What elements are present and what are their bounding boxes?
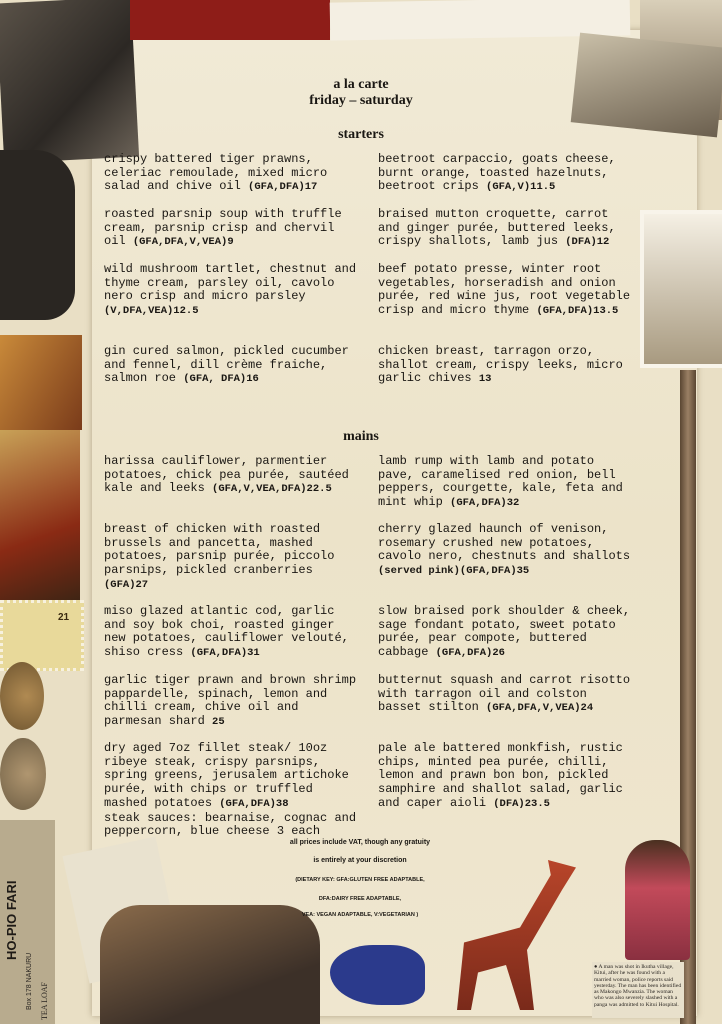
menu-title: a la carte (333, 77, 389, 92)
left-mask-photo (0, 335, 82, 430)
top-red-paint-smear (130, 0, 330, 40)
right-warrior-photo (640, 210, 722, 368)
box-address-text: Box 178 NAKURU (26, 952, 33, 1010)
main-item: butternut squash and carrot risotto with tarragon oil and colston basset stilton (GFA,DFA,V,VEA)24 (378, 673, 631, 715)
main-item: cherry glazed haunch of venison, rosemary crushed new potatoes, cavolo nero, chestnuts and shallots (served pink)(GFA,DFA)35 (378, 522, 631, 578)
starter-item: roasted parsnip soup with truffle cream, parsnip crisp and chervil oil (GFA,DFA,V,VEA)9 (104, 207, 342, 249)
footer-dietary-key-2: DFA:DAIRY FREE ADAPTABLE, (318, 896, 402, 902)
main-item: miso glazed atlantic cod, garlic and soy bok choi, roasted ginger new potatoes, cauliflower velouté, shiso cress (GFA,DFA)31 (104, 604, 349, 660)
main-item: garlic tiger prawn and brown shrimp pappardelle, spinach, lemon and chilli cream, chive oil and parmesan shard 25 (104, 673, 357, 729)
starter-item: chicken breast, tarragon orzo, shallot cream, crispy leeks, micro garlic chives 13 (378, 344, 623, 386)
sign-left-text: HO-PIO FARI (4, 880, 19, 960)
main-item: pale ale battered monkfish, rustic chips, minted pea purée, chilli, lemon and prawn bon bon, pickled samphire and shallot salad, garlic and caper aioli (DFA)23.5 (378, 741, 623, 810)
footer-gratuity-note: is entirely at your discretion (313, 857, 407, 864)
main-item: slow braised pork shoulder & cheek, sage fondant potato, sweet potato purée, pear compote, buttered cabbage (GFA,DFA)26 (378, 604, 631, 660)
footer-dietary-key-3: VEA: VEGAN ADAPTABLE, V:VEGETARIAN ) (301, 912, 419, 918)
left-maasai-photo (0, 430, 80, 605)
main-item: harissa cauliflower, parmentier potatoes, chick pea purée, sautéed kale and leeks (GFA,V,VEA,DFA)22.5 (104, 454, 349, 496)
bottom-person-drawing (625, 840, 690, 960)
starter-item: beef potato presse, winter root vegetables, horseradish and onion purée, red wine jus, root vegetable crisp and micro thyme (GFA,DFA)13.5 (378, 262, 631, 318)
main-item: dry aged 7oz fillet steak/ 10oz ribeye steak, crispy parsnips, spring greens, jerusalem artichoke purée, with chips or truffled mashed potatoes (GFA,DFA)38 steak sauces: bearnaise, cognac and peppercorn, blue cheese 3 each (104, 741, 357, 839)
coin-bottom (0, 738, 46, 810)
bottom-man-photo (100, 905, 320, 1024)
footer-dietary-key-1: (DIETARY KEY: GFA:GLUTEN FREE ADAPTABLE, (295, 877, 425, 883)
main-item: breast of chicken with roasted brussels and pancetta, mashed potatoes, parsnip purée, piccolo parsnips, pickled cranberries (GFA)27 (104, 522, 335, 591)
stamp-value: 21 (58, 612, 70, 623)
footer-vat-note: all prices include VAT, though any gratuity (289, 839, 431, 846)
starter-item: crispy battered tiger prawns, celeriac remoulade, mixed micro salad and chive oil (GFA,DFA)17 (104, 152, 328, 194)
steak-sauces-note: steak sauces: bearnaise, cognac and peppercorn, blue cheese 3 each (104, 810, 357, 839)
mains-heading: mains (343, 429, 379, 444)
starter-item: wild mushroom tartlet, chestnut and thyme cream, parsley oil, cavolo nero crisp and micro parsley (V,DFA,VEA)12.5 (104, 262, 357, 318)
menu-subtitle: friday – saturday (309, 93, 413, 108)
newspaper-clipping: ● A man was shot in Ikutha village, Kitui, after he was found with a married woman, police reports said yesterday. The man has been identified as Makongo Mwanzia. The woman who was also severely slashed with a panga was admitted to Kitui Hospital. (592, 962, 684, 1018)
main-item: lamb rump with lamb and potato pave, caramelised red onion, bell peppers, courgette, kale, feta and mint whip (GFA,DFA)32 (378, 454, 623, 510)
starter-item: braised mutton croquette, carrot and ginger purée, buttered leeks, crispy shallots, lamb jus (DFA)12 (378, 207, 616, 249)
tea-loaf-text: TEA LOAF (40, 982, 49, 1020)
starter-item: gin cured salmon, pickled cucumber and fennel, dill crème fraiche, salmon roe (GFA, DFA)16 (104, 344, 349, 386)
starters-heading: starters (338, 127, 384, 142)
starter-item: beetroot carpaccio, goats cheese, burnt orange, toasted hazelnuts, beetroot crips (GFA,V)11.5 (378, 152, 616, 194)
stamp-antelope (0, 600, 84, 671)
coin-top (0, 662, 44, 730)
left-black-animal-sketch (0, 150, 75, 320)
